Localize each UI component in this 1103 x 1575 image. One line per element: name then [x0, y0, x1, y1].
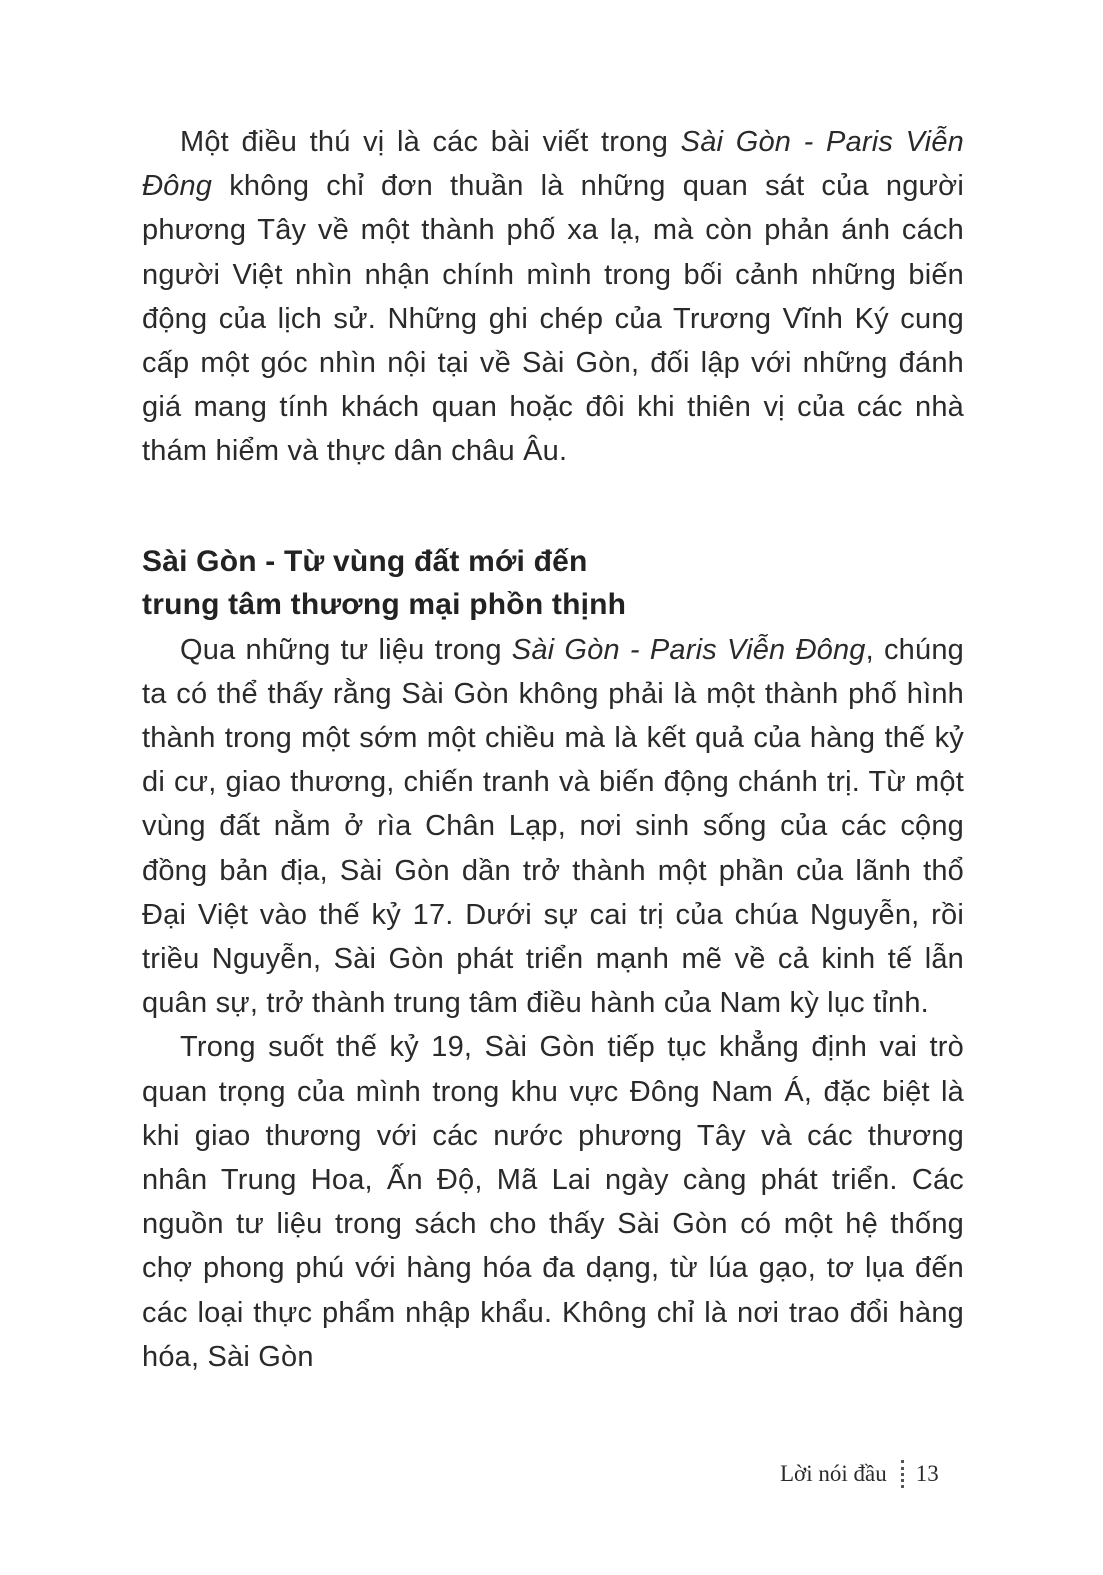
paragraph-3 [142, 1025, 964, 1379]
paragraph-1-text-rest: không chỉ đơn thuần là những quan sát của người phương Tây về một thành phố xa lạ, mà còn phản ánh cách người Việt nhìn nhận chính mình trong bối cảnh những biến động của lịch sử. Những ghi chép của Trương Vĩnh Ký cung cấp một góc nhìn nội tại về Sài Gòn, đối lập với những đánh giá mang tính khách quan hoặc đôi khi thiên vị của các nhà thám hiểm và thực dân châu Âu. [142, 170, 964, 468]
book-title-italic: Sài Gòn - Paris Viễn Đông [511, 633, 866, 666]
paragraph-2-text-rest: , chúng ta có thể thấy rằng Sài Gòn không phải là một thành phố hình thành trong một sớm một chiều mà là kết quả của hàng thế kỷ di cư, giao thương, chiến tranh và biến động chánh trị. Từ một vùng đất nằm ở rìa Chân Lạp, nơi sinh sống của các cộng đồng bản địa, Sài Gòn dần trở thành một phần của lãnh thổ Đại Việt vào thế kỷ 17. Dưới sự cai trị của chúa Nguyễn, rồi triều Nguyễn, Sài Gòn phát triển mạnh mẽ về cả kinh tế lẫn quân sự, trở thành trung tâm điều hành của Nam kỳ lục tỉnh. [142, 633, 965, 1020]
page-number: 13 [915, 1461, 939, 1486]
section-heading-line-2: trung tâm thương mại phồn thịnh [142, 587, 627, 621]
page-footer [780, 1459, 980, 1489]
section-heading-line-1: Sài Gòn - Từ vùng đất mới đến [142, 544, 588, 578]
paragraph-2 [142, 628, 964, 1026]
book-title-italic: Sài Gòn - Paris Viễn Đông [142, 126, 964, 203]
chapter-title: Lời nói đầu [780, 1461, 887, 1486]
section-heading [142, 540, 964, 626]
dotted-divider [901, 1460, 904, 1488]
paragraph-1-text-start: Một điều thú vị là các bài viết trong [180, 126, 681, 158]
paragraph-1 [142, 120, 964, 474]
paragraph-2-text-start: Qua những tư liệu trong [180, 633, 512, 666]
paragraph-3-text: Trong suốt thế kỷ 19, Sài Gòn tiếp tục khẳng định vai trò quan trọng của mình trong khu vực Đông Nam Á, đặc biệt là khi giao thương với các nước phương Tây và các thương nhân Trung Hoa, Ấn Độ, Mã Lai ngày càng phát triển. Các nguồn tư liệu trong sách cho thấy Sài Gòn có một hệ thống chợ phong phú với hàng hóa đa dạng, từ lúa gạo, tơ lụa đến các loại thực phẩm nhập khẩu. Không chỉ là nơi trao đổi hàng hóa, Sài Gòn [142, 1031, 964, 1373]
page-body [142, 120, 964, 1379]
